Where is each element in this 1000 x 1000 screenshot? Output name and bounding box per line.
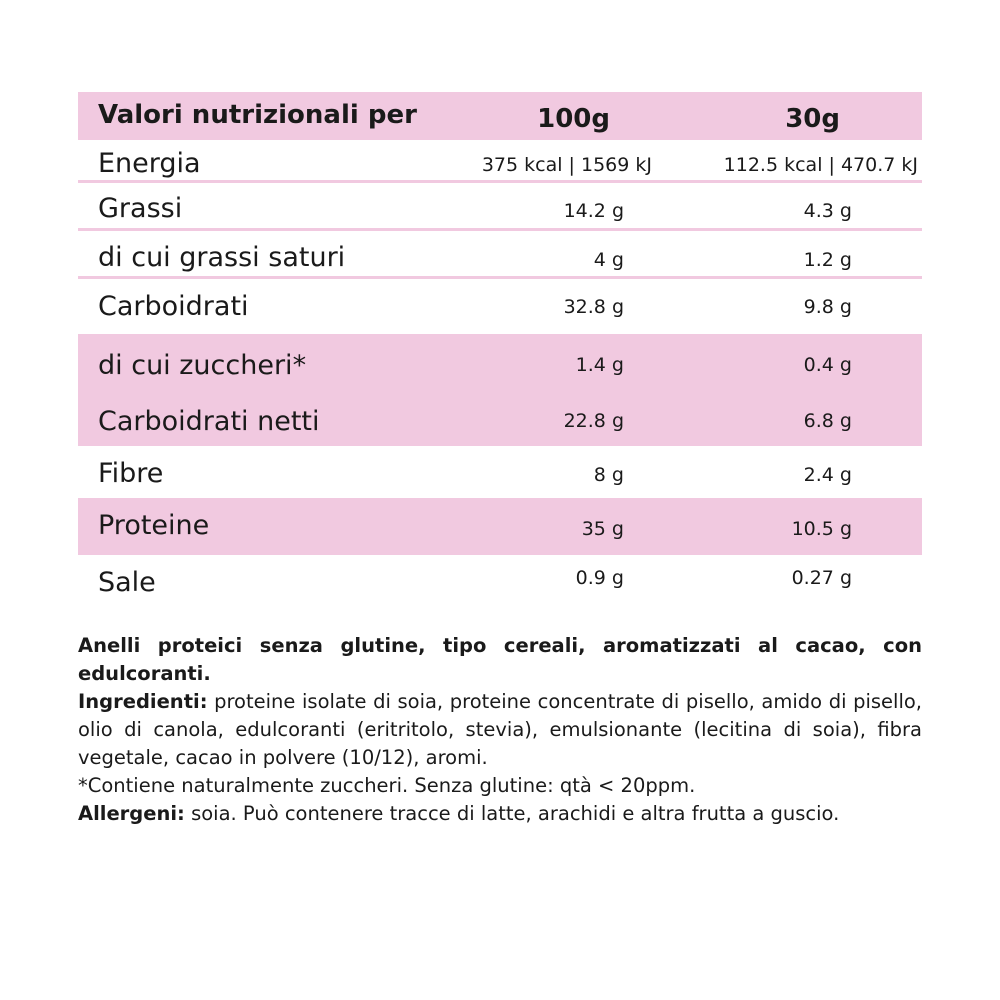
row-value-100g: 22.8 g (563, 410, 624, 432)
header-col-100g: 100g (537, 104, 610, 134)
row-label: Grassi (98, 193, 183, 224)
row-value-30g: 1.2 g (803, 249, 852, 271)
table-row (78, 231, 922, 276)
table-row (78, 446, 922, 498)
product-description (78, 632, 922, 688)
ingredients-label: Ingredienti: (78, 690, 208, 713)
row-value-100g: 375 kcal | 1569 kJ (481, 154, 652, 176)
row-value-30g: 10.5 g (791, 518, 852, 540)
row-label: di cui grassi saturi (98, 242, 346, 273)
highlight-block-sugars (78, 334, 922, 446)
header-label: Valori nutrizionali per (98, 100, 417, 130)
product-description-text: Anelli proteici senza glutine, tipo cereali, aromatizzati al cacao, con edulcoranti. (78, 634, 922, 685)
row-value-30g: 0.4 g (803, 354, 852, 376)
ingredients-paragraph (78, 688, 922, 772)
allergens-label: Allergeni: (78, 802, 185, 825)
table-row (78, 279, 922, 334)
footnote: *Contiene naturalmente zuccheri. Senza glutine: qtà < 20ppm. (78, 774, 696, 797)
row-value-30g: 0.27 g (791, 567, 852, 589)
product-notes (78, 632, 922, 828)
row-label: Carboidrati netti (98, 406, 320, 437)
row-value-30g: 112.5 kcal | 470.7 kJ (723, 154, 918, 176)
header-col-30g: 30g (785, 104, 840, 134)
table-row (78, 555, 922, 607)
ingredients-text: proteine isolate di soia, proteine concentrate di pisello, amido di pisello, olio di canola, edulcoranti (eritritolo, stevia), emulsionante (lecitina di soia), fibra vegetale, cacao in polvere (10/12), aromi. (78, 690, 922, 769)
row-label: Fibre (98, 458, 164, 489)
table-row (78, 183, 922, 228)
row-value-100g: 32.8 g (563, 296, 624, 318)
row-value-100g: 0.9 g (575, 567, 624, 589)
row-label: Proteine (98, 510, 210, 541)
row-label: Carboidrati (98, 291, 249, 322)
row-value-100g: 35 g (581, 518, 624, 540)
row-value-100g: 14.2 g (563, 200, 624, 222)
row-value-100g: 8 g (593, 464, 624, 486)
table-header (78, 92, 922, 140)
table-row (78, 140, 922, 180)
row-value-30g: 6.8 g (803, 410, 852, 432)
allergens-paragraph (78, 800, 922, 828)
row-label: di cui zuccheri* (98, 350, 307, 381)
row-label: Energia (98, 148, 201, 179)
row-value-30g: 9.8 g (803, 296, 852, 318)
row-value-30g: 4.3 g (803, 200, 852, 222)
row-value-100g: 4 g (593, 249, 624, 271)
allergens-text: soia. Può contenere tracce di latte, arachidi e altra frutta a guscio. (191, 802, 840, 825)
row-value-100g: 1.4 g (575, 354, 624, 376)
row-value-30g: 2.4 g (803, 464, 852, 486)
row-label: Sale (98, 567, 156, 598)
table-row (78, 498, 922, 555)
